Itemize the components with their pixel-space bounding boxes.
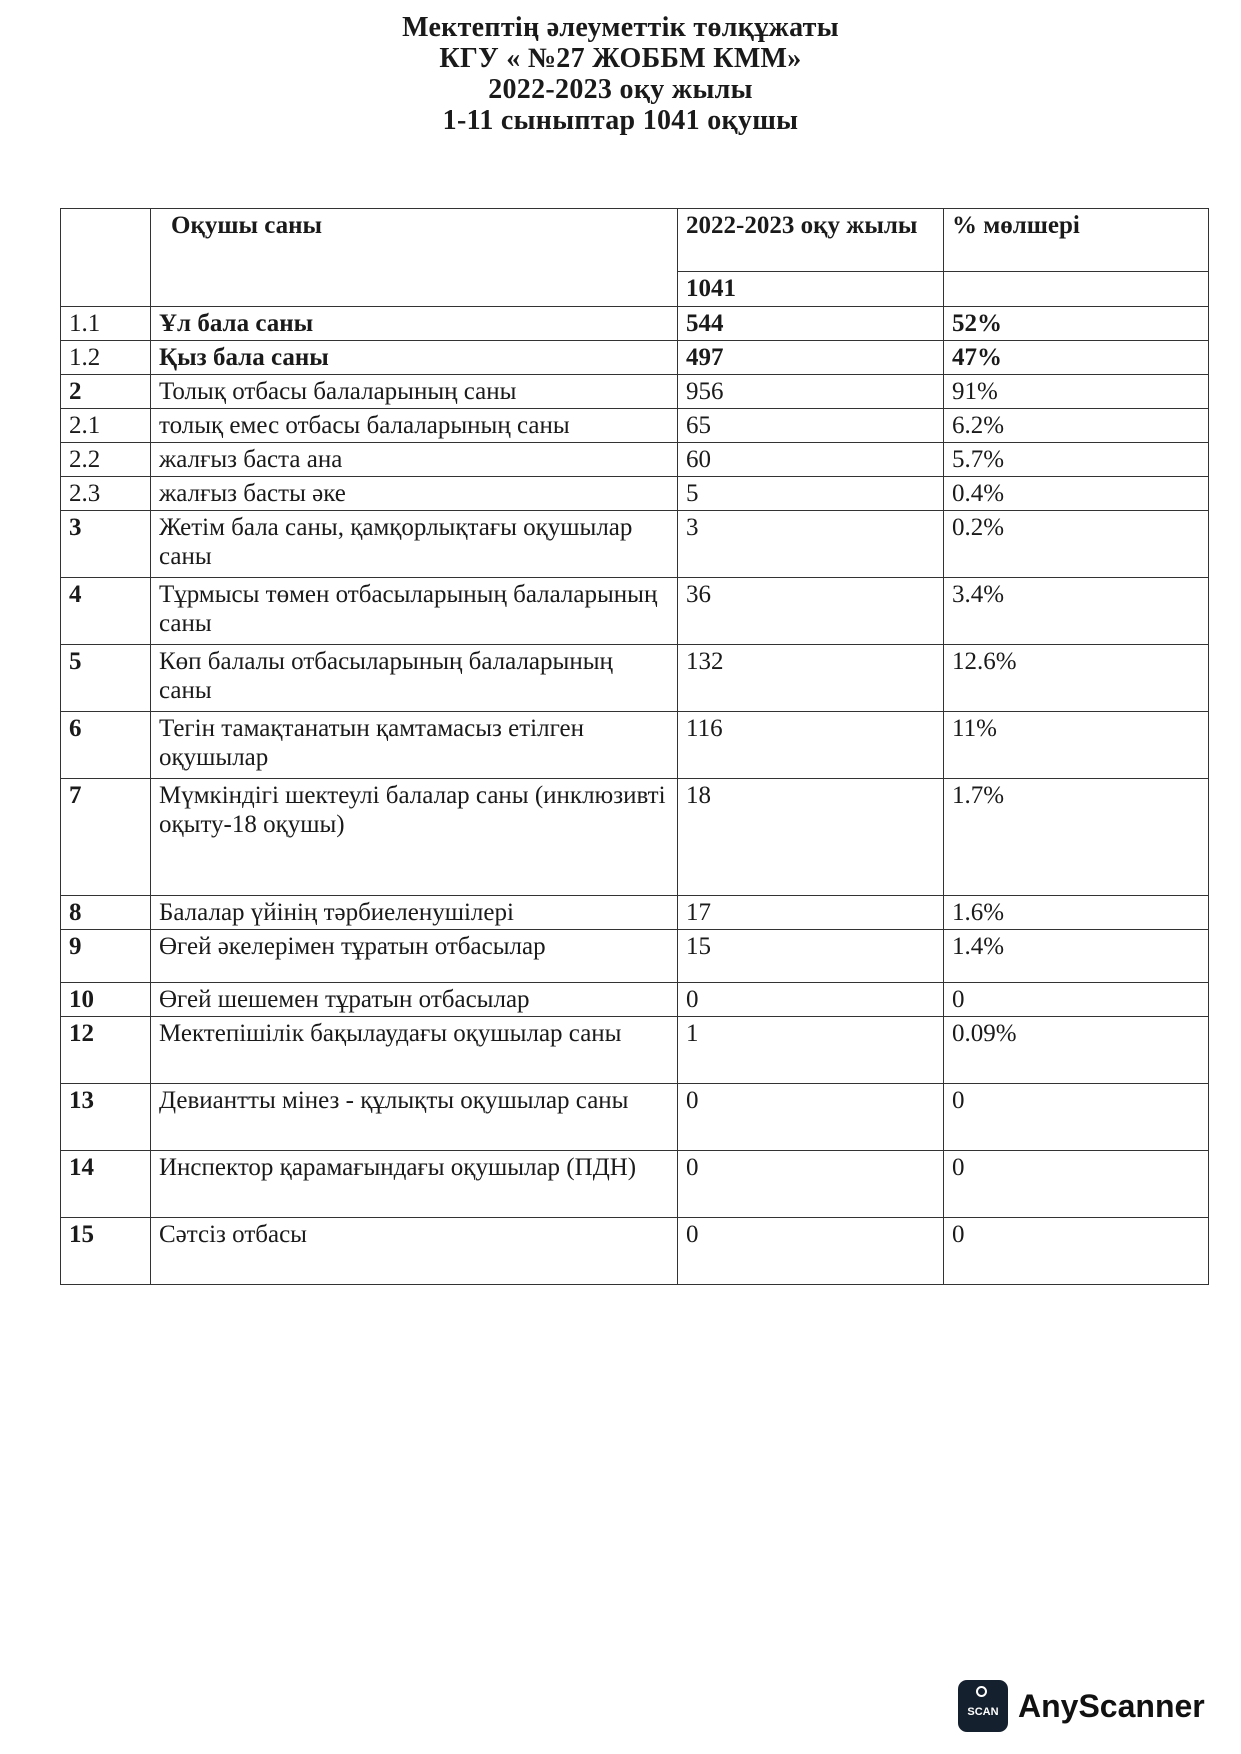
lens-icon: [976, 1686, 987, 1697]
row-label: Қыз бала саны: [151, 341, 678, 375]
row-label: Девиантты мінез - құлықты оқушылар саны: [151, 1084, 678, 1151]
table-row: [61, 409, 1209, 443]
table-row: [61, 645, 1209, 712]
row-percent: 52%: [944, 307, 1209, 341]
row-count: 116: [678, 712, 944, 779]
row-percent: 0.4%: [944, 477, 1209, 511]
row-count: 956: [678, 375, 944, 409]
row-percent: 0.2%: [944, 511, 1209, 578]
row-count: 65: [678, 409, 944, 443]
table-row: [61, 511, 1209, 578]
row-count: 36: [678, 578, 944, 645]
row-number: 2.3: [61, 477, 151, 511]
row-percent: 0: [944, 983, 1209, 1017]
row-label: Мектепішілік бақылаудағы оқушылар саны: [151, 1017, 678, 1084]
row-percent: 0: [944, 1218, 1209, 1285]
row-count: 132: [678, 645, 944, 712]
row-label: жалғыз баста ана: [151, 443, 678, 477]
row-label: Ұл бала саны: [151, 307, 678, 341]
row-count: 0: [678, 1151, 944, 1218]
table-row: [61, 341, 1209, 375]
row-label: Тұрмысы төмен отбасыларының балаларының саны: [151, 578, 678, 645]
header-year-cell: 2022-2023 оқу жылы: [678, 209, 944, 272]
row-number: 5: [61, 645, 151, 712]
row-percent: 5.7%: [944, 443, 1209, 477]
row-number: 2.2: [61, 443, 151, 477]
table-row: [61, 307, 1209, 341]
row-label: Мүмкіндігі шектеулі балалар саны (инклюзивті оқыту-18 оқушы): [151, 779, 678, 896]
row-number: 2: [61, 375, 151, 409]
row-percent: 47%: [944, 341, 1209, 375]
table-row: [61, 930, 1209, 983]
row-count: 5: [678, 477, 944, 511]
row-count: 544: [678, 307, 944, 341]
table-row: [61, 443, 1209, 477]
row-percent: 12.6%: [944, 645, 1209, 712]
academic-year: 2022-2023 оқу жылы: [488, 74, 753, 105]
header-percent-cell: % мөлшері: [944, 209, 1209, 272]
row-number: 4: [61, 578, 151, 645]
row-label: жалғыз басты әке: [151, 477, 678, 511]
row-number: 7: [61, 779, 151, 896]
row-count: 3: [678, 511, 944, 578]
anyscanner-watermark: [958, 1680, 1205, 1732]
header-number-cell: [61, 209, 151, 307]
table-row: [61, 1151, 1209, 1218]
row-count: 17: [678, 896, 944, 930]
row-count: 0: [678, 1218, 944, 1285]
table-row: [61, 1017, 1209, 1084]
table-row: [61, 896, 1209, 930]
row-number: 2.1: [61, 409, 151, 443]
brand-name: AnyScanner: [1018, 1687, 1205, 1724]
table-row: [61, 477, 1209, 511]
row-number: 14: [61, 1151, 151, 1218]
row-percent: 1.4%: [944, 930, 1209, 983]
row-label: Балалар үйінің тәрбиеленушілері: [151, 896, 678, 930]
header-total-cell: 1041: [678, 272, 944, 307]
row-number: 3: [61, 511, 151, 578]
row-number: 1.2: [61, 341, 151, 375]
row-percent: 3.4%: [944, 578, 1209, 645]
header-label-cell: Оқушы саны: [151, 209, 678, 307]
row-number: 8: [61, 896, 151, 930]
grades-students: 1-11 сыныптар 1041 оқушы: [442, 105, 799, 136]
row-number: 13: [61, 1084, 151, 1151]
row-number: 9: [61, 930, 151, 983]
table-row: [61, 375, 1209, 409]
row-percent: 0.09%: [944, 1017, 1209, 1084]
row-count: 0: [678, 983, 944, 1017]
table-row: [61, 578, 1209, 645]
table-row: [61, 983, 1209, 1017]
row-label: Көп балалы отбасыларының балаларының саны: [151, 645, 678, 712]
row-label: Өгей әкелерімен тұратын отбасылар: [151, 930, 678, 983]
row-label: толық емес отбасы балаларының саны: [151, 409, 678, 443]
row-percent: 0: [944, 1084, 1209, 1151]
header-empty-cell: [944, 272, 1209, 307]
table-row: [61, 1218, 1209, 1285]
row-percent: 11%: [944, 712, 1209, 779]
row-count: 15: [678, 930, 944, 983]
document-header: [0, 12, 1241, 136]
logo-badge-text: SCAN: [967, 1706, 999, 1718]
row-count: 0: [678, 1084, 944, 1151]
row-number: 15: [61, 1218, 151, 1285]
doc-title: Мектептің әлеуметтік төлқұжаты: [402, 12, 839, 43]
row-count: 497: [678, 341, 944, 375]
row-number: 1.1: [61, 307, 151, 341]
row-percent: 91%: [944, 375, 1209, 409]
anyscanner-logo-icon: [958, 1680, 1008, 1732]
row-percent: 1.6%: [944, 896, 1209, 930]
row-label: Өгей шешемен тұратын отбасылар: [151, 983, 678, 1017]
row-count: 1: [678, 1017, 944, 1084]
row-label: Сәтсіз отбасы: [151, 1218, 678, 1285]
row-label: Тегін тамақтанатын қамтамасыз етілген оқушылар: [151, 712, 678, 779]
row-percent: 6.2%: [944, 409, 1209, 443]
school-name: КГУ « №27 ЖОББМ КММ»: [439, 43, 802, 74]
row-label: Инспектор қарамағындағы оқушылар (ПДН): [151, 1151, 678, 1218]
row-number: 10: [61, 983, 151, 1017]
row-count: 18: [678, 779, 944, 896]
row-percent: 1.7%: [944, 779, 1209, 896]
table-row: [61, 712, 1209, 779]
row-label: Толық отбасы балаларының саны: [151, 375, 678, 409]
social-passport-table: [60, 208, 1209, 1285]
table-row: [61, 1084, 1209, 1151]
row-percent: 0: [944, 1151, 1209, 1218]
row-count: 60: [678, 443, 944, 477]
row-label: Жетім бала саны, қамқорлықтағы оқушылар саны: [151, 511, 678, 578]
table-row: [61, 779, 1209, 896]
row-number: 6: [61, 712, 151, 779]
row-number: 12: [61, 1017, 151, 1084]
